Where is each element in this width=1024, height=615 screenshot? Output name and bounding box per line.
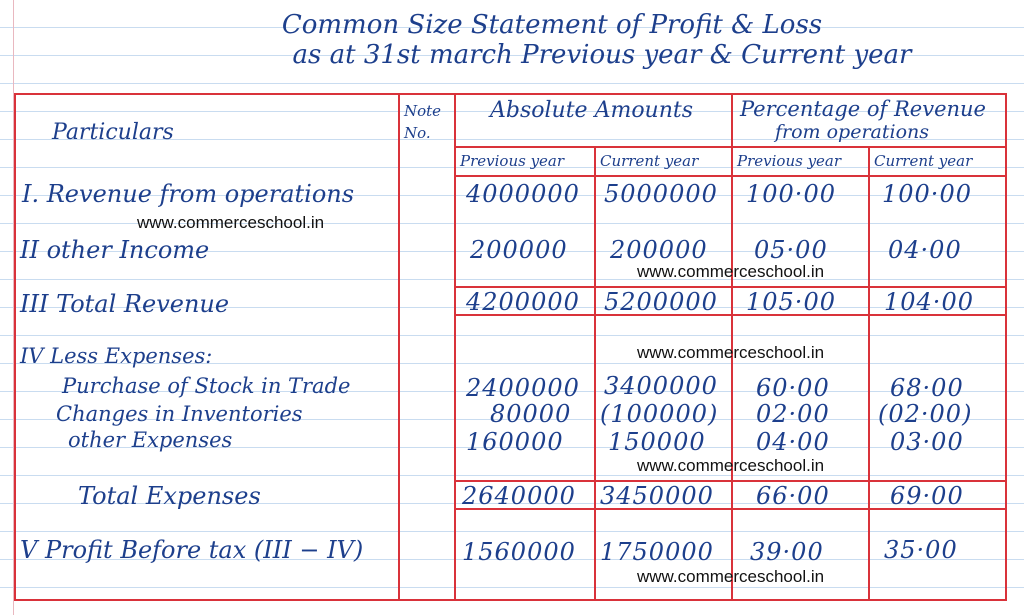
col-divider-particulars xyxy=(398,93,400,601)
row-revenue-pct-prev: 100·00 xyxy=(746,180,836,208)
row-purchase-abs-prev: 2400000 xyxy=(466,374,580,402)
row-other-expenses-pct-curr: 03·00 xyxy=(890,428,964,456)
row-profit-before-tax-abs-prev: 1560000 xyxy=(462,538,576,566)
row-revenue-pct-curr: 100·00 xyxy=(882,180,972,208)
row-inventories-abs-curr: (100000) xyxy=(600,400,719,428)
row-profit-before-tax-label: V Profit Before tax (III − IV) xyxy=(20,536,364,564)
header-percentage-line2: from operations xyxy=(775,121,930,143)
row-other-income-pct-curr: 04·00 xyxy=(888,236,962,264)
row-total-revenue-pct-curr: 104·00 xyxy=(884,288,974,316)
statement-subtitle: as at 31st march Previous year & Current year xyxy=(292,40,912,70)
row-other-income-label: II other Income xyxy=(20,236,210,264)
row-total-expenses-pct-curr: 69·00 xyxy=(890,482,964,510)
header-abs-previous-year: Previous year xyxy=(460,152,565,170)
row-profit-before-tax-pct-prev: 39·00 xyxy=(750,538,824,566)
row-total-expenses-abs-prev: 2640000 xyxy=(462,482,576,510)
row-less-expenses-label: IV Less Expenses: xyxy=(20,344,213,368)
header-particulars: Particulars xyxy=(52,120,174,145)
header-pct-current-year: Current year xyxy=(874,152,973,170)
row-inventories-pct-prev: 02·00 xyxy=(756,400,830,428)
row-other-income-abs-curr: 200000 xyxy=(610,236,708,264)
row-total-expenses-abs-curr: 3450000 xyxy=(600,482,714,510)
row-purchase-label: Purchase of Stock in Trade xyxy=(62,374,351,398)
row-other-income-pct-prev: 05·00 xyxy=(754,236,828,264)
header-pct-previous-year: Previous year xyxy=(737,152,842,170)
row-other-expenses-abs-prev: 160000 xyxy=(466,428,564,456)
row-inventories-abs-prev: 80000 xyxy=(490,400,572,428)
row-revenue-abs-prev: 4000000 xyxy=(466,180,580,208)
row-inventories-label: Changes in Inventories xyxy=(56,402,303,426)
col-divider-abs xyxy=(594,146,596,601)
row-other-expenses-abs-curr: 150000 xyxy=(608,428,706,456)
watermark: www.commerceschool.in xyxy=(637,567,825,586)
header-absolute-amounts: Absolute Amounts xyxy=(490,98,694,123)
row-revenue-label: I. Revenue from operations xyxy=(22,180,355,208)
row-other-income-abs-prev: 200000 xyxy=(470,236,568,264)
col-divider-pct xyxy=(868,146,870,601)
watermark: www.commerceschool.in xyxy=(137,213,325,232)
row-divider-group-header xyxy=(454,146,1007,148)
header-abs-current-year: Current year xyxy=(600,152,699,170)
col-divider-note xyxy=(454,93,456,601)
row-revenue-abs-curr: 5000000 xyxy=(604,180,718,208)
row-profit-before-tax-abs-curr: 1750000 xyxy=(600,538,714,566)
row-purchase-pct-curr: 68·00 xyxy=(890,374,964,402)
row-total-revenue-pct-prev: 105·00 xyxy=(746,288,836,316)
row-purchase-pct-prev: 60·00 xyxy=(756,374,830,402)
row-total-revenue-label: III Total Revenue xyxy=(20,290,230,318)
row-profit-before-tax-pct-curr: 35·00 xyxy=(884,536,958,564)
watermark: www.commerceschool.in xyxy=(637,262,825,281)
row-inventories-pct-curr: (02·00) xyxy=(878,400,973,428)
row-total-expenses-pct-prev: 66·00 xyxy=(756,482,830,510)
header-note-no: Note No. xyxy=(404,102,442,142)
row-other-expenses-pct-prev: 04·00 xyxy=(756,428,830,456)
row-total-expenses-label: Total Expenses xyxy=(78,482,261,510)
row-total-revenue-abs-prev: 4200000 xyxy=(466,288,580,316)
row-total-revenue-abs-curr: 5200000 xyxy=(604,288,718,316)
header-percentage-line1: Percentage of Revenue xyxy=(740,97,986,121)
row-divider-header xyxy=(454,175,1007,177)
statement-title: Common Size Statement of Profit & Loss xyxy=(281,10,823,40)
watermark: www.commerceschool.in xyxy=(637,343,825,362)
row-other-expenses-label: other Expenses xyxy=(68,428,233,452)
watermark: www.commerceschool.in xyxy=(637,456,825,475)
row-purchase-abs-curr: 3400000 xyxy=(604,372,718,400)
